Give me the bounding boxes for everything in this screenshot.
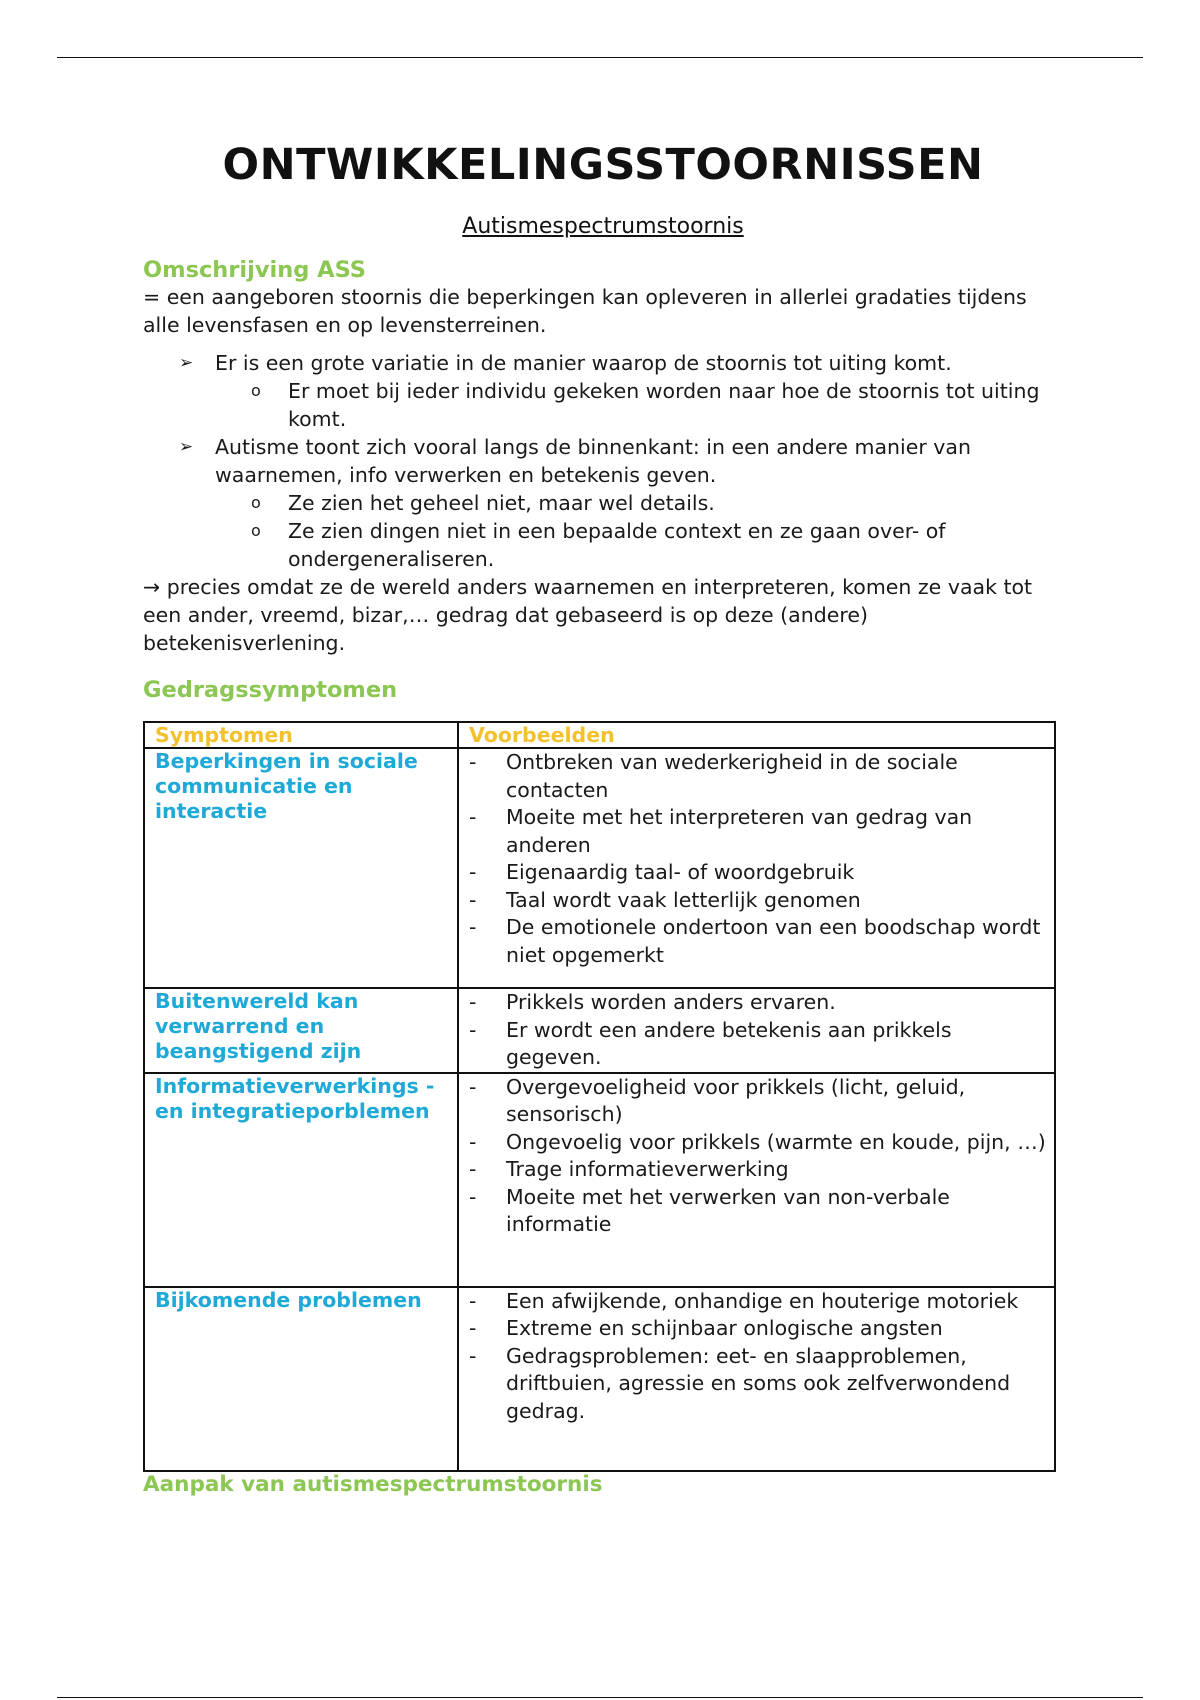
example-text: De emotionele ondertoon van een boodschap wordt niet opgemerkt: [506, 915, 1041, 967]
table-row: [144, 988, 1055, 1073]
bullet-text: Er is een grote variatie in de manier waarop de stoornis tot uiting komt.: [215, 351, 952, 375]
examples-cell: [458, 1073, 1055, 1287]
examples-list: [469, 989, 1046, 1072]
example-text: Ongevoelig voor prikkels (warmte en koude, pijn, …): [506, 1129, 1046, 1154]
example-text: Taal wordt vaak letterlijk genomen: [506, 887, 861, 912]
example-item: [469, 989, 1046, 1017]
bullet-text: Autisme toont zich vooral langs de binnenkant: in een andere manier van waarnemen, info verwerken en betekenis geven.: [215, 435, 971, 487]
top-rule: [57, 57, 1143, 58]
section-heading-aanpak: Aanpak van autismespectrumstoornis: [143, 1471, 603, 1497]
dash-bullet-icon: -: [469, 1316, 477, 1340]
table-row: [144, 1287, 1055, 1471]
table-row: [144, 1073, 1055, 1287]
example-text: Overgevoeligheid voor prikkels (licht, geluid, sensorisch): [506, 1074, 966, 1126]
example-text: Een afwijkende, onhandige en houterige motoriek: [506, 1288, 1019, 1313]
example-item: [469, 1288, 1046, 1316]
dash-bullet-icon: -: [469, 1343, 477, 1368]
example-item: [469, 1184, 1046, 1239]
example-text: Prikkels worden anders ervaren.: [506, 990, 836, 1014]
sub-bullet-text: Ze zien dingen niet in een bepaalde context en ze gaan over- of ondergeneraliseren.: [288, 519, 946, 571]
example-text: Gedragsproblemen: eet- en slaapproblemen, driftbuien, agressie en soms ook zelfverwondend gedrag.: [506, 1343, 1011, 1423]
dash-bullet-icon: -: [469, 805, 477, 829]
conclusion-paragraph: → precies omdat ze de wereld anders waarnemen en interpreteren, komen ze vaak tot een ander, vreemd, bizar,… gedrag dat gebaseerd is op deze (andere) betekenisverlening.: [143, 575, 1033, 655]
circle-bullet-icon: o: [251, 493, 261, 512]
bottom-rule: [57, 1697, 1143, 1698]
dash-bullet-icon: -: [469, 1157, 477, 1181]
symptoms-table: [143, 721, 1056, 1472]
symptom-cell: [144, 748, 458, 988]
example-text: Moeite met het verwerken van non-verbale informatie: [506, 1184, 950, 1236]
table-row: [144, 748, 1055, 988]
sub-bullet-list: [215, 377, 1063, 433]
symptom-name: Informatieverwerkings - en integratieporblemen: [155, 1073, 435, 1123]
symptom-cell: [144, 1073, 458, 1287]
example-item: [469, 1156, 1046, 1184]
example-text: Ontbreken van wederkerigheid in de sociale contacten: [506, 750, 958, 802]
example-item: [469, 804, 1046, 859]
document-page: [143, 130, 1063, 1497]
circle-bullet-icon: o: [251, 521, 261, 540]
symptom-name: Bijkomende problemen: [155, 1287, 422, 1312]
arrow-bullet-icon: ➢: [179, 437, 194, 457]
example-text: Moeite met het interpreteren van gedrag van anderen: [506, 805, 973, 857]
example-text: Er wordt een andere betekenis aan prikkels gegeven.: [506, 1017, 952, 1069]
example-item: [469, 1315, 1046, 1343]
dash-bullet-icon: -: [469, 990, 477, 1014]
page-title: ONTWIKKELINGSSTOORNISSEN: [222, 140, 984, 190]
dash-bullet-icon: -: [469, 860, 477, 884]
examples-cell: [458, 748, 1055, 988]
arrow-bullet-icon: ➢: [179, 353, 194, 373]
dash-bullet-icon: -: [469, 1129, 477, 1154]
example-text: Trage informatieverwerking: [506, 1157, 789, 1181]
example-item: [469, 1017, 1046, 1072]
example-text: Extreme en schijnbaar onlogische angsten: [506, 1316, 943, 1340]
arrow-bullet-list: [143, 349, 1063, 573]
example-item: [469, 1129, 1046, 1157]
dash-bullet-icon: -: [469, 887, 477, 912]
examples-list: [469, 1288, 1046, 1426]
examples-cell: [458, 988, 1055, 1073]
dash-bullet-icon: -: [469, 750, 477, 774]
section-heading-omschrijving: Omschrijving ASS: [143, 257, 366, 283]
example-item: [469, 1343, 1046, 1426]
example-text: Eigenaardig taal- of woordgebruik: [506, 860, 855, 884]
examples-list: [469, 1074, 1046, 1239]
example-item: [469, 914, 1046, 969]
example-item: [469, 887, 1046, 915]
examples-cell: [458, 1287, 1055, 1471]
example-item: [469, 1074, 1046, 1129]
symptom-cell: [144, 988, 458, 1073]
section-heading-gedragssymptomen: Gedragssymptomen: [143, 677, 398, 703]
dash-bullet-icon: -: [469, 1017, 477, 1042]
sub-bullet-item: [251, 489, 1063, 517]
arrow-bullet-item: [179, 349, 1063, 433]
table-header-cell: Voorbeelden: [458, 722, 1055, 748]
example-item: [469, 859, 1046, 887]
page-subtitle: Autismespectrumstoornis: [462, 214, 744, 239]
dash-bullet-icon: -: [469, 915, 477, 939]
sub-bullet-list: [215, 489, 1063, 573]
symptom-cell: [144, 1287, 458, 1471]
arrow-bullet-item: [179, 433, 1063, 573]
table-header-cell: Symptomen: [144, 722, 458, 748]
sub-bullet-text: Ze zien het geheel niet, maar wel details.: [288, 491, 715, 515]
sub-bullet-item: [251, 377, 1063, 433]
table-header-row: [144, 722, 1055, 748]
symptom-name: Buitenwereld kan verwarrend en beangstigend zijn: [155, 989, 362, 1063]
dash-bullet-icon: -: [469, 1074, 477, 1099]
sub-bullet-item: [251, 517, 1063, 573]
symptom-name: Beperkingen in sociale communicatie en interactie: [155, 749, 418, 823]
dash-bullet-icon: -: [469, 1288, 477, 1313]
definition-paragraph: = een aangeboren stoornis die beperkingen kan opleveren in allerlei gradaties tijdens alle levensfasen en op levensterreinen.: [143, 285, 1027, 337]
dash-bullet-icon: -: [469, 1184, 477, 1209]
sub-bullet-text: Er moet bij ieder individu gekeken worden naar hoe de stoornis tot uiting komt.: [288, 379, 1040, 431]
circle-bullet-icon: o: [251, 381, 261, 400]
example-item: [469, 749, 1046, 804]
examples-list: [469, 749, 1046, 969]
